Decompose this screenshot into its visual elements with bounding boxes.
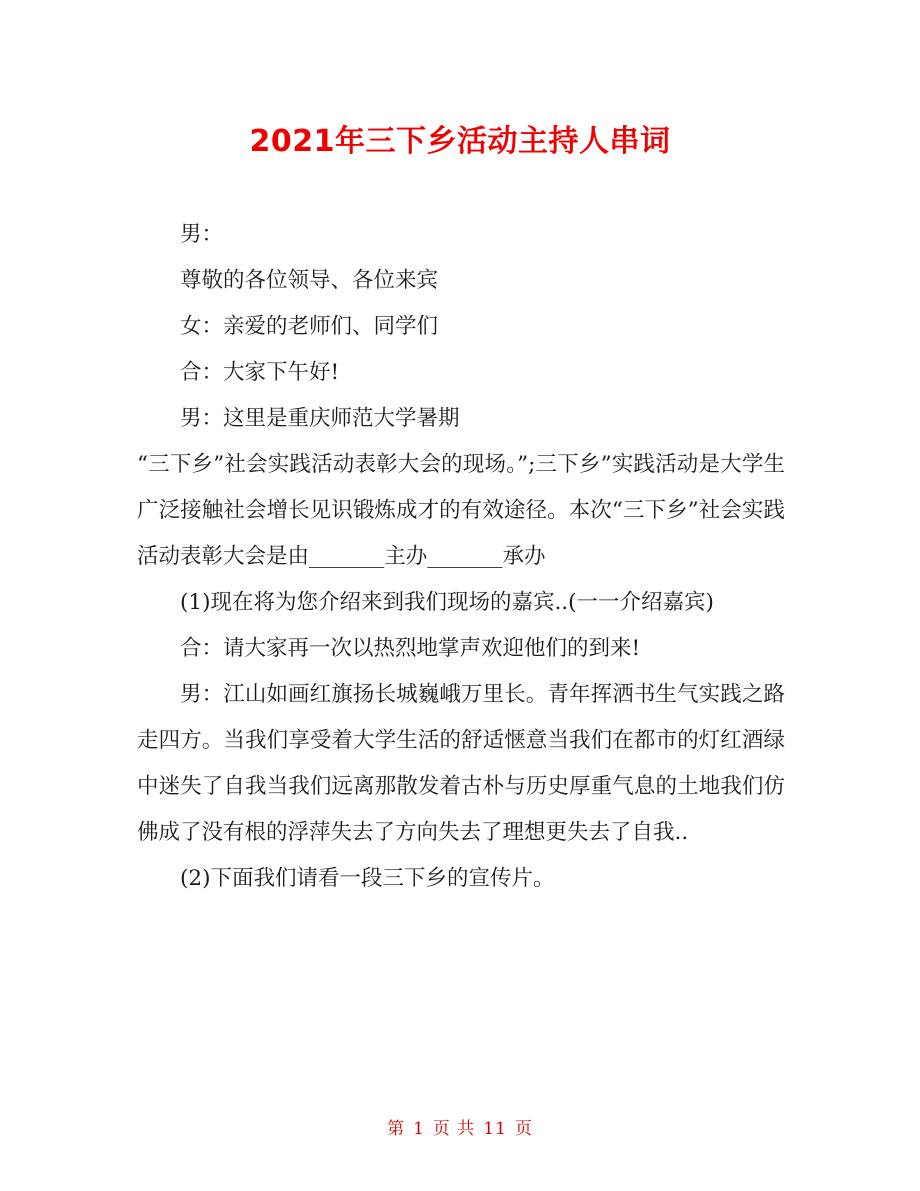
paragraph: 尊敬的各位领导、各位来宾 — [180, 268, 439, 293]
page-footer — [0, 1114, 920, 1139]
paragraph: 男：这里是重庆师范大学暑期 — [180, 406, 460, 431]
paragraph: 合：请大家再一次以热烈地掌声欢迎他们的到来! — [180, 636, 641, 661]
paragraph: 男： — [180, 222, 224, 247]
document-body — [137, 212, 785, 902]
total-pages-number: 11 — [483, 1119, 507, 1139]
paragraph: (2)下面我们请看一段三下乡的宣传片。 — [180, 866, 555, 891]
paragraph: 女：亲爱的老师们、同学们 — [180, 314, 439, 339]
paragraph: (1)现在将为您介绍来到我们现场的嘉宾..(一一介绍嘉宾) — [180, 590, 714, 615]
document-title: 2021年三下乡活动主持人串词 — [249, 124, 671, 159]
paragraph: “三下乡”社会实践活动表彰大会的现场。”;三下乡”实践活动是大学生广泛接触社会增长见识锻炼成才的有效途径。本次“三下乡”社会实践活动表彰大会是由_______主办_______承办 — [137, 452, 785, 569]
paragraph: 男：江山如画红旗扬长城巍峨万里长。青年挥洒书生气实践之路走四方。当我们享受着大学生活的舒适惬意当我们在都市的灯红酒绿中迷失了自我当我们远离那散发着古朴与历史厚重气息的土地我们仿佛成了没有根的浮萍失去了方向失去了理想更失去了自我.. — [137, 682, 785, 845]
page-label-suffix: 页 — [514, 1119, 533, 1139]
page-label-mid: 页 共 — [432, 1119, 476, 1139]
current-page-number: 1 — [413, 1119, 425, 1139]
paragraph: 合：大家下午好! — [180, 360, 340, 385]
page-label-prefix: 第 — [387, 1119, 406, 1139]
